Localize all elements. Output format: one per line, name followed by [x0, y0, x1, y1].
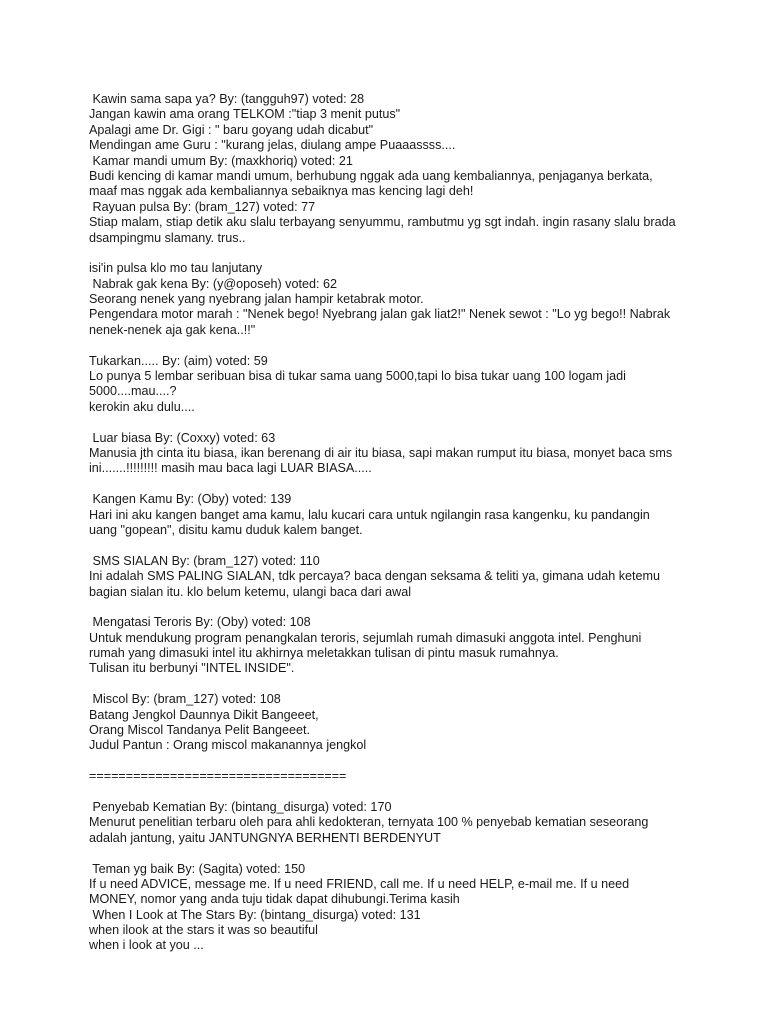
text-line: nenek-nenek aja gak kena..!!" — [89, 322, 256, 337]
text-line: isi'in pulsa klo mo tau lanjutany — [89, 261, 263, 276]
text-line: Budi kencing di kamar mandi umum, berhubung nggak ada uang kembaliannya, penjaganya berkata, — [89, 168, 653, 183]
blank-line — [89, 846, 689, 861]
blank-line — [89, 538, 689, 553]
text-line: Lo punya 5 lembar seribuan bisa di tukar sama uang 5000,tapi lo bisa tukar uang 100 logam jadi — [89, 369, 626, 384]
text-line: Tukarkan..... By: (aim) voted: 59 — [89, 353, 268, 368]
text-line: uang "gopean", disitu kamu duduk kalem banget. — [89, 522, 363, 537]
text-line: Seorang nenek yang nyebrang jalan hampir ketabrak motor. — [89, 292, 424, 307]
text-line: Judul Pantun : Orang miscol makanannya jengkol — [89, 738, 367, 753]
text-line: When I Look at The Stars By: (bintang_disurga) voted: 131 — [89, 907, 421, 922]
text-line: bagian sialan itu. klo belum ketemu, ulangi baca dari awal — [89, 584, 412, 599]
text-line: Apalagi ame Dr. Gigi : " baru goyang udah dicabut" — [89, 122, 374, 137]
text-line: Miscol By: (bram_127) voted: 108 — [89, 692, 281, 707]
text-line: maaf mas nggak ada kembaliannya sebaiknya mas kencing lagi deh! — [89, 184, 474, 199]
blank-line — [89, 600, 689, 615]
text-line: adalah jantung, yaitu JANTUNGNYA BERHENTI BERDENYUT — [89, 830, 441, 845]
text-line: Hari ini aku kangen banget ama kamu, lalu kucari cara untuk ngilangin rasa kangenku, ku pandangin — [89, 507, 650, 522]
text-line: Kangen Kamu By: (Oby) voted: 139 — [89, 492, 292, 507]
blank-line — [89, 477, 689, 492]
text-line: kerokin aku dulu.... — [89, 399, 195, 414]
text-line: Nabrak gak kena By: (y@oposeh) voted: 62 — [89, 276, 338, 291]
text-line: Jangan kawin ama orang TELKOM :"tiap 3 menit putus" — [89, 107, 401, 122]
text-line: when i look at you ... — [89, 938, 204, 953]
text-line: Ini adalah SMS PALING SIALAN, tdk percaya? baca dengan seksama & teliti ya, gimana udah ketemu — [89, 569, 660, 584]
text-line: Kamar mandi umum By: (maxkhoriq) voted: 21 — [89, 153, 353, 168]
text-line: rumah yang dimasuki intel itu akhirnya meletakkan tulisan di pintu masuk rumahnya. — [89, 646, 559, 661]
text-line: If u need ADVICE, message me. If u need FRIEND, call me. If u need HELP, e-mail me. If u need — [89, 876, 630, 891]
text-line: =================================== — [89, 769, 347, 784]
text-line: Pengendara motor marah : "Nenek bego! Nyebrang jalan gak liat2!" Nenek sewot : "Lo yg bego!! Nabrak — [89, 307, 671, 322]
text-line: Orang Miscol Tandanya Pelit Bangeeet. — [89, 723, 310, 738]
text-line: 5000....mau....? — [89, 384, 177, 399]
text-line: Mendingan ame Guru : "kurang jelas, diulang ampe Puaaassss.... — [89, 138, 456, 153]
text-line: Mengatasi Teroris By: (Oby) voted: 108 — [89, 615, 311, 630]
text-line: Rayuan pulsa By: (bram_127) voted: 77 — [89, 199, 316, 214]
text-line: SMS SIALAN By: (bram_127) voted: 110 — [89, 553, 320, 568]
text-line: Tulisan itu berbunyi "INTEL INSIDE". — [89, 661, 295, 676]
text-line: Stiap malam, stiap detik aku slalu terbayang senyummu, rambutmu yg sgt indah. ingin rasany slalu brada — [89, 215, 676, 230]
text-line: Untuk mendukung program penangkalan teroris, sejumlah rumah dimasuki anggota intel. Penghuni — [89, 630, 642, 645]
text-line: Penyebab Kematian By: (bintang_disurga) voted: 170 — [89, 799, 392, 814]
blank-line — [89, 415, 689, 430]
text-line: Kawin sama sapa ya? By: (tangguh97) voted: 28 — [89, 92, 365, 106]
text-line: Menurut penelitian terbaru oleh para ahli kedokteran, ternyata 100 % penyebab kematian seseorang — [89, 815, 649, 830]
text-line: Luar biasa By: (Coxxy) voted: 63 — [89, 430, 276, 445]
text-line: Teman yg baik By: (Sagita) voted: 150 — [89, 861, 306, 876]
document-text-body — [89, 92, 689, 954]
blank-line — [89, 677, 689, 692]
text-line: MONEY, nomor yang anda tuju tidak dapat dihubungi.Terima kasih — [89, 892, 460, 907]
text-line: dsampingmu slamany. trus.. — [89, 230, 246, 245]
blank-line — [89, 785, 689, 800]
text-line: when ilook at the stars it was so beautiful — [89, 923, 318, 938]
text-line: ini.......!!!!!!!!! masih mau baca lagi LUAR BIASA..... — [89, 461, 372, 476]
blank-line — [89, 754, 689, 769]
blank-line — [89, 338, 689, 353]
text-line: Batang Jengkol Daunnya Dikit Bangeeet, — [89, 707, 319, 722]
text-line: Manusia jth cinta itu biasa, ikan berenang di air itu biasa, sapi makan rumput itu biasa, monyet baca sms — [89, 445, 673, 460]
blank-line — [89, 246, 689, 261]
